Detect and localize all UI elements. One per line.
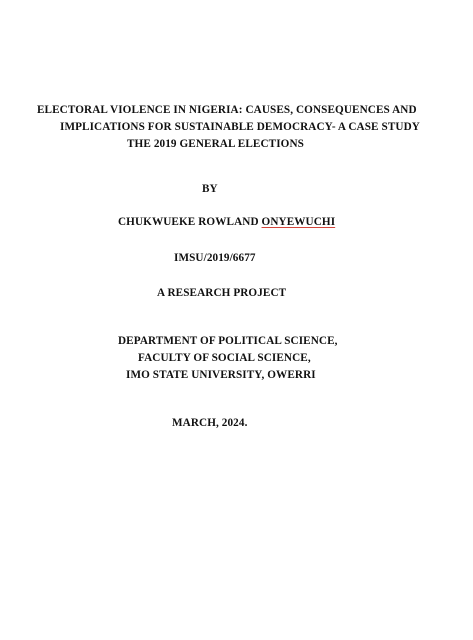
- by-label: BY: [202, 183, 218, 195]
- project-type: A RESEARCH PROJECT: [157, 287, 287, 299]
- title-line-3: THE 2019 GENERAL ELECTIONS: [127, 138, 304, 150]
- registration-number: IMSU/2019/6677: [174, 252, 256, 264]
- author-first-names: CHUKWUEKE ROWLAND: [118, 216, 259, 228]
- department: DEPARTMENT OF POLITICAL SCIENCE,: [118, 335, 338, 347]
- title-line-2: IMPLICATIONS FOR SUSTAINABLE DEMOCRACY- A CASE STUDY: [60, 121, 420, 133]
- author-name: [118, 215, 335, 229]
- submission-date: MARCH, 2024.: [172, 417, 248, 429]
- university: IMO STATE UNIVERSITY, OWERRI: [126, 369, 316, 381]
- title-line-1: ELECTORAL VIOLENCE IN NIGERIA: CAUSES, CONSEQUENCES AND: [37, 104, 417, 116]
- faculty: FACULTY OF SOCIAL SCIENCE,: [138, 352, 311, 364]
- author-surname: ONYEWUCHI: [261, 216, 336, 228]
